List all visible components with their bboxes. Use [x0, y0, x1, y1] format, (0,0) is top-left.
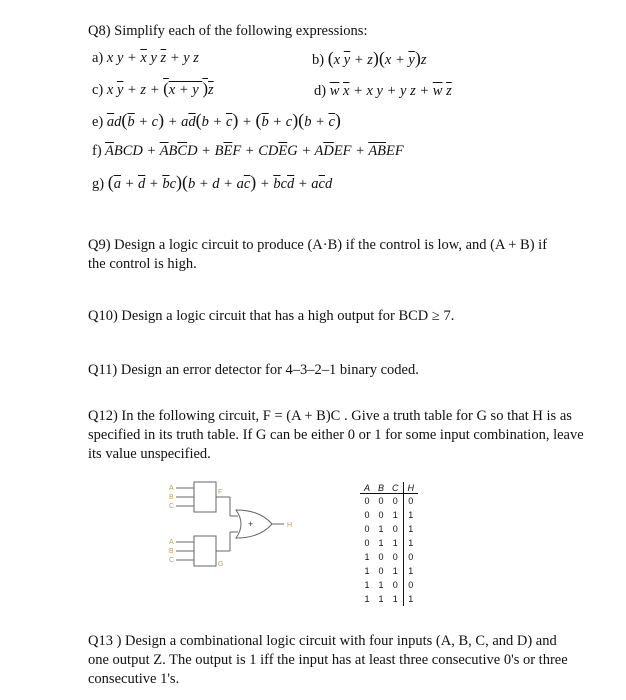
- truth-table-cell: 1: [378, 580, 384, 590]
- truth-table-cell: 0: [364, 510, 370, 520]
- truth-table-row: [360, 564, 418, 578]
- bottom-input-a-label: A: [169, 539, 174, 546]
- truth-table-row: [360, 592, 418, 606]
- q8-d-expression: $\overline{w}$ $\overline{x} + x$ y + y $z + \overline{w}$ $\overline{z}$: [329, 83, 452, 99]
- truth-table-cell: 0: [378, 566, 384, 576]
- truth-table-cell: 1: [392, 594, 398, 604]
- q8-item-c: [92, 79, 214, 99]
- truth-table-cell: 1: [364, 566, 370, 576]
- q8-d-label: d): [314, 83, 327, 99]
- truth-table-cell: 1: [403, 508, 418, 522]
- truth-table-header-a: A: [360, 482, 374, 494]
- truth-table-cell: 1: [378, 524, 384, 534]
- q10-text: Q10) Design a logic circuit that has a high output for BCD ≥ 7.: [88, 308, 455, 324]
- truth-table-cell: 1: [364, 580, 370, 590]
- q8-item-f: [92, 143, 404, 160]
- q8-item-d: [314, 83, 452, 100]
- q12-circuit-diagram: [160, 478, 310, 578]
- q8-a-label: a): [92, 50, 104, 66]
- top-input-a-label: A: [169, 485, 174, 492]
- q8-item-e: [92, 110, 341, 131]
- truth-table-cell: 1: [392, 510, 398, 520]
- truth-table-row: [360, 508, 418, 522]
- q8-b-expression: (x $\overline{y} + z)(x + \overline{y})z$: [327, 48, 427, 68]
- truth-table-cell: 0: [403, 550, 418, 564]
- truth-table-cell: 1: [403, 522, 418, 536]
- q8-c-label: c): [92, 82, 104, 98]
- bottom-input-b-label: B: [169, 548, 174, 555]
- truth-table-header-h: H: [403, 482, 418, 494]
- q12-truth-table: [360, 482, 418, 606]
- truth-table-cell: 1: [392, 566, 398, 576]
- block-f: [194, 482, 216, 512]
- truth-table-cell: 0: [392, 524, 398, 534]
- truth-table-row: [360, 522, 418, 536]
- q11-text: Q11) Design an error detector for 4–3–2–1 binary coded.: [88, 362, 419, 378]
- truth-table-cell: 1: [378, 538, 384, 548]
- truth-table-cell: 0: [392, 580, 398, 590]
- truth-table-header-c: C: [388, 482, 403, 494]
- truth-table-row: [360, 494, 418, 509]
- truth-table-row: [360, 578, 418, 592]
- truth-table-cell: 0: [403, 578, 418, 592]
- q8-b-label: b): [312, 52, 325, 68]
- or-plus-sign: +: [248, 519, 254, 529]
- output-h-label: H: [287, 522, 293, 529]
- q8-item-b: [312, 48, 426, 69]
- block-g: [194, 536, 216, 566]
- q8-g-label: g): [92, 176, 105, 192]
- q8-item-a: [92, 50, 199, 67]
- truth-table-cell: 0: [378, 496, 384, 506]
- q8-a-expression: x $y + \overline{x}$ y $\overline{z} + y$ z: [106, 50, 199, 66]
- truth-table-cell: 1: [364, 594, 370, 604]
- top-input-c-label: C: [169, 503, 175, 510]
- q9-text: Q9) Design a logic circuit to produce (A·B) if the control is low, and (A + B) if the control is high.: [88, 237, 548, 272]
- truth-table-cell: 1: [392, 538, 398, 548]
- q8-title: Q8) Simplify each of the following expressions:: [88, 23, 368, 39]
- q12-text: Q12) In the following circuit, F = (A + B)C . Give a truth table for G so that H is as specified in its truth table. If G can be either 0 or 1 for some input combination, leave its value unspecified.: [88, 408, 584, 462]
- top-input-b-label: B: [169, 494, 174, 501]
- block-g-label: G: [218, 561, 224, 568]
- truth-table-cell: 0: [392, 552, 398, 562]
- truth-table-cell: 1: [403, 592, 418, 606]
- truth-table-cell: 1: [403, 536, 418, 550]
- truth-table-row: [360, 536, 418, 550]
- q8-g-expression: $(\overline{a} + \overline{d} + \overline{b}c)(b + d + a\overline{c}) + \overline{b}c\overline{d} + a\overline{c}d$: [107, 172, 333, 192]
- q8-f-expression: $\overline{A}BCD + \overline{A}B\overline{C}D + B\overline{E}F + CD\overline{E}G + A\overline{D}EF + \overline{A}\overline{B}EF$: [105, 143, 404, 159]
- block-f-label: F: [218, 489, 223, 496]
- q8-item-g: [92, 172, 332, 193]
- truth-table-cell: 0: [378, 552, 384, 562]
- or-gate: [236, 510, 272, 538]
- q8-f-label: f): [92, 143, 102, 159]
- truth-table-cell: 0: [392, 496, 398, 506]
- q8-e-label: e): [92, 114, 104, 130]
- q8-c-expression: x $\overline{y} + z + (x + y$ )$\overline{z}$: [106, 79, 214, 98]
- truth-table-header-b: B: [374, 482, 388, 494]
- q8-e-expression: $\overline{a}d(\overline{b} + c) + a\overline{d}(b + \overline{c}) + (\overline{b} + c)(b + \overline{c})$: [106, 110, 341, 130]
- truth-table-cell: 1: [403, 564, 418, 578]
- truth-table-cell: 0: [403, 494, 418, 509]
- truth-table-cell: 0: [364, 538, 370, 548]
- truth-table-cell: 0: [364, 524, 370, 534]
- truth-table-cell: 1: [364, 552, 370, 562]
- truth-table-cell: 0: [378, 510, 384, 520]
- bottom-input-c-label: C: [169, 557, 175, 564]
- q13-text: Q13 ) Design a combinational logic circuit with four inputs (A, B, C, and D) and one output Z. The output is 1 iff the input has at least three consecutive 0's or three consecutive 1's.: [88, 633, 568, 687]
- truth-table-cell: 1: [378, 594, 384, 604]
- truth-table-row: [360, 550, 418, 564]
- truth-table-cell: 0: [364, 496, 370, 506]
